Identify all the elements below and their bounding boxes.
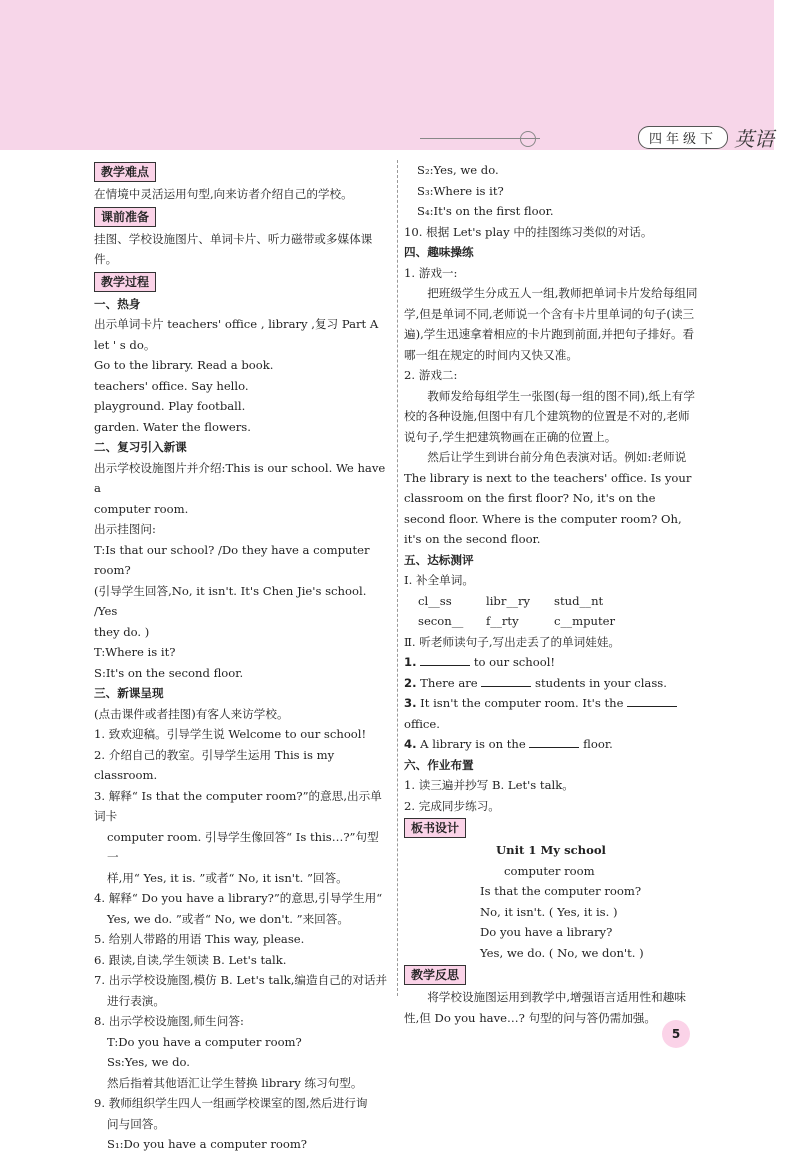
dialog-line: S₂:Yes, we do. — [417, 163, 499, 177]
right-column — [404, 160, 698, 1028]
test-part-2: Ⅱ. 听老师读句子,写出走丢了的单词娃娃。 — [404, 634, 621, 649]
word-item: libr__ry — [486, 593, 531, 608]
word-item: f__rty — [486, 614, 519, 628]
step-line: 进行表演。 — [107, 993, 165, 1008]
word-item: secon__ — [418, 614, 464, 628]
game2-title: 2. 游戏二: — [404, 368, 458, 382]
game1-text: 把班级学生分成五人一组,教师把单词卡片发给每组同学,但是单词不同,老师说一个含有卡片里单词的句子(读三遍),学生迅速拿着相应的卡片跑到前面,并把句子排好。看哪一组在规定的时间内又快又准。 — [404, 286, 698, 362]
word-item: stud__nt — [554, 593, 604, 608]
dialog-line: S₃:Where is it? — [417, 183, 504, 198]
step-line: 3. 解释“ Is that the computer room?”的意思,出示单词卡 — [94, 788, 382, 823]
new-lesson-title: 三、新课呈现 — [94, 686, 164, 700]
warmup-line: teachers' office. Say hello. — [94, 378, 249, 393]
fill-blank — [420, 654, 470, 666]
step-line: 9. 教师组织学生四人一组画学校课室的图,然后进行询 — [94, 1096, 368, 1110]
step-line: 8. 出示学校设施图,师生问答: — [94, 1014, 244, 1028]
dialog-line: S₄:It's on the first floor. — [417, 204, 554, 218]
word-row — [404, 611, 698, 632]
review-title: 二、复习引入新课 — [94, 440, 187, 454]
header-decoration-circle — [520, 131, 536, 147]
prep-text: 挂图、学校设施图片、单词卡片、听力磁带或多媒体课件。 — [94, 231, 373, 266]
step-line: 1. 致欢迎稿。引导学生说 Welcome to our school! — [94, 727, 367, 741]
review-line: computer room. — [94, 501, 189, 516]
game2-text: 教师发给每组学生一张图(每一组的图不同),纸上有学校的各种设施,但图中有几个建筑物的位置是不对的,老师说句子,学生把建筑物画在正确的位置上。 — [404, 388, 695, 444]
step-line: 然后指着其他语汇让学生替换 library 练习句型。 — [107, 1075, 363, 1090]
test-part-1: Ⅰ. 补全单词。 — [404, 573, 474, 587]
review-line: S:It's on the second floor. — [94, 665, 244, 680]
warmup-line: Go to the library. Read a book. — [94, 358, 274, 372]
fill-item: 4. A library is on the floor. — [404, 737, 613, 751]
step-line: 问与回答。 — [107, 1116, 165, 1131]
warmup-line: garden. Water the flowers. — [94, 419, 251, 434]
step-line: 4. 解释“ Do you have a library?”的意思,引导学生用“ — [94, 891, 383, 905]
difficulty-text: 在情境中灵活运用句型,向来访者介绍自己的学校。 — [94, 187, 353, 201]
page-number: 5 — [662, 1020, 690, 1048]
header-tag — [638, 126, 774, 151]
step-line: Yes, we do. ”或者“ No, we don't. ”来回答。 — [107, 911, 349, 926]
board-line: computer room — [504, 863, 595, 878]
fill-blank — [529, 736, 579, 748]
game2-text-2: 然后让学生到讲台前分角色表演对话。例如:老师说 The library is next to the teachers' office. Is your classroom on the first floor? No, it's on the second floor. Where is the computer room? Oh, it's on the second floor. — [404, 450, 692, 546]
section-difficulty: 教学难点 — [94, 162, 156, 182]
fill-item: 3. It isn't the computer room. It's the office. — [404, 693, 698, 734]
subject-label: 英语 — [734, 126, 774, 151]
board-line: Yes, we do. ( No, we don't. ) — [480, 945, 644, 960]
homework-item: 2. 完成同步练习。 — [404, 798, 500, 813]
section-reflection: 教学反思 — [404, 965, 466, 985]
fill-item: 1. to our school! — [404, 655, 556, 669]
fun-practice-title: 四、趣味操练 — [404, 245, 474, 259]
section-board: 板书设计 — [404, 818, 466, 838]
step-line: computer room. 引导学生像回答“ Is this…?”句型一 — [107, 829, 379, 864]
review-line: T:Is that our school? /Do they have a computer room? — [94, 542, 370, 577]
fill-blank — [627, 695, 677, 707]
warmup-line: playground. Play football. — [94, 399, 246, 413]
step-line: 2. 介绍自己的教室。引导学生运用 This is my classroom. — [94, 747, 335, 782]
step-line: T:Do you have a computer room? — [107, 1034, 302, 1049]
review-line: they do. ) — [94, 624, 150, 639]
step-10: 10. 根据 Let's play 中的挂图练习类似的对话。 — [404, 224, 653, 239]
fill-blank — [481, 675, 531, 687]
warmup-title: 一、热身 — [94, 296, 141, 311]
warmup-line: 出示单词卡片 teachers' office , library ,复习 Part A let ' s do。 — [94, 317, 379, 352]
homework-title: 六、作业布置 — [404, 757, 474, 772]
new-lesson-intro: (点击课件或者挂图)有客人来访学校。 — [94, 706, 289, 721]
board-line: Do you have a library? — [480, 925, 613, 939]
word-item: c__mputer — [554, 614, 616, 628]
review-line: T:Where is it? — [94, 645, 176, 659]
word-item: cl__ss — [418, 593, 452, 608]
board-line: No, it isn't. ( Yes, it is. ) — [480, 904, 618, 919]
homework-item: 1. 读三遍并抄写 B. Let's talk。 — [404, 778, 574, 792]
left-column — [94, 160, 388, 1155]
review-line: 出示学校设施图片并介绍:This is our school. We have a — [94, 460, 386, 495]
word-row — [404, 591, 698, 612]
step-line: 样,用“ Yes, it is. ”或者“ No, it isn't. ”回答。 — [107, 870, 348, 885]
step-line: 6. 跟读,自读,学生领读 B. Let's talk. — [94, 952, 287, 967]
step-line: Ss:Yes, we do. — [107, 1055, 190, 1069]
step-line: S₁:Do you have a computer room? — [107, 1137, 308, 1151]
grade-label: 四年级下 — [638, 126, 728, 149]
step-line: 5. 给别人带路的用语 This way, please. — [94, 932, 305, 946]
reflection-text: 将学校设施图运用到教学中,增强语言适用性和趣味性,但 Do you have…? 句型的问与答仍需加强。 — [404, 990, 686, 1025]
test-title: 五、达标测评 — [404, 552, 474, 567]
review-line: 出示挂图问: — [94, 522, 156, 536]
review-line: (引导学生回答,No, it isn't. It's Chen Jie's school. /Yes — [94, 583, 367, 618]
fill-item: 2. There are students in your class. — [404, 675, 667, 690]
board-unit: Unit 1 My school — [496, 843, 606, 857]
section-process: 教学过程 — [94, 272, 156, 292]
step-line: 7. 出示学校设施图,模仿 B. Let's talk,编造自己的对话并 — [94, 973, 388, 987]
game1-title: 1. 游戏一: — [404, 265, 458, 280]
column-divider — [397, 160, 398, 996]
board-line: Is that the computer room? — [480, 884, 642, 898]
section-prep: 课前准备 — [94, 207, 156, 227]
board-design — [404, 840, 698, 963]
